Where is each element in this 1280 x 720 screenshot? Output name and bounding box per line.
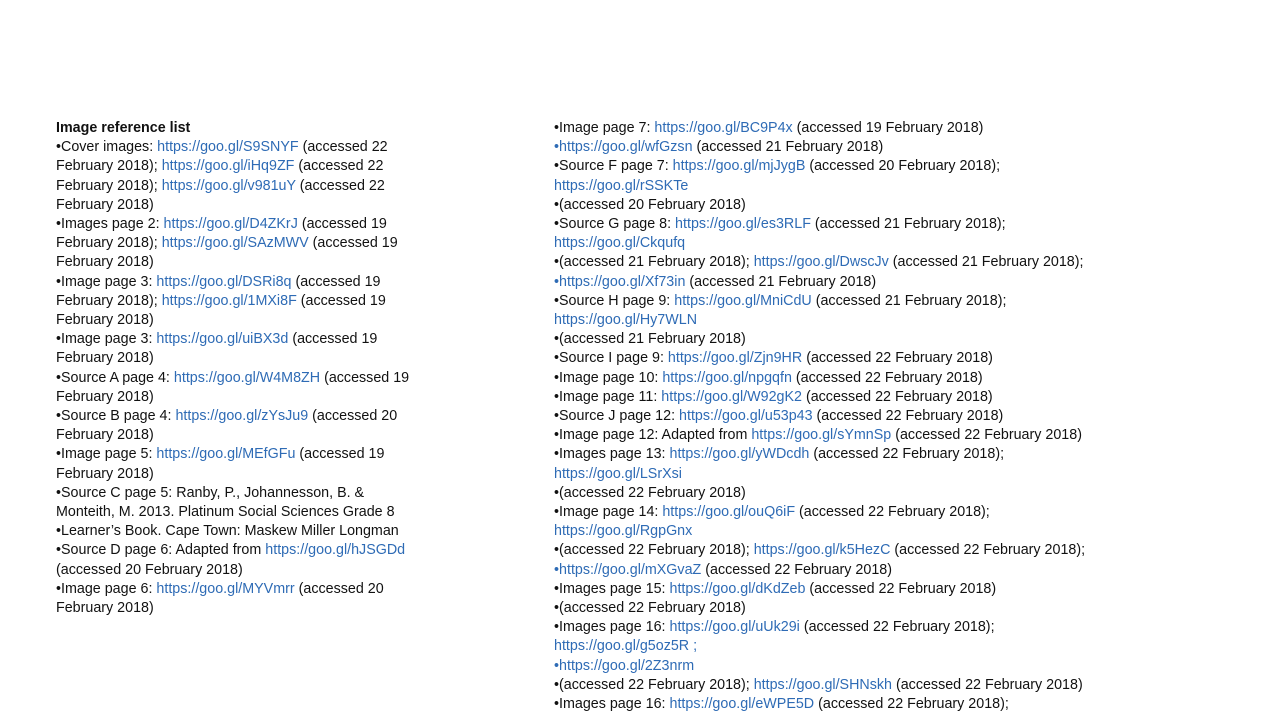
reference-text: (accessed 22 February 2018); [799, 619, 995, 636]
reference-text: February 2018) [56, 254, 154, 271]
reference-text: •Source B page 4: [56, 408, 176, 425]
reference-text: (accessed 20 [294, 580, 384, 597]
reference-line [554, 465, 1174, 484]
reference-text: •Image page 3: [56, 273, 157, 290]
reference-text: •Image page 11: [554, 388, 662, 405]
reference-link[interactable]: https://goo.gl/v981uY [161, 177, 296, 194]
reference-line [56, 599, 466, 618]
reference-text: February 2018) [56, 196, 154, 213]
reference-line [554, 349, 1174, 368]
reference-link[interactable]: https://goo.gl/ouQ6iF [662, 504, 796, 521]
reference-line [554, 119, 1174, 138]
reference-link[interactable]: https://goo.gl/yWDcdh [669, 446, 810, 463]
right-reference-lines [554, 119, 1174, 714]
right-column [554, 119, 1174, 714]
left-reference-lines [56, 138, 466, 618]
reference-text: •Source D page 6: Adapted from [56, 542, 266, 559]
left-column [56, 119, 466, 618]
reference-text: •Image page 14: [554, 504, 663, 521]
reference-text: February 2018) [56, 427, 154, 444]
reference-text: •Images page 2: [56, 216, 164, 233]
reference-text: February 2018); [56, 235, 162, 252]
reference-link[interactable]: https://goo.gl/W4M8ZH [173, 369, 321, 386]
reference-text: •Source H page 9: [554, 292, 675, 309]
reference-line [56, 157, 466, 176]
reference-line [554, 330, 1174, 349]
reference-link[interactable]: https://goo.gl/uUk29i [669, 619, 800, 636]
reference-line [56, 503, 466, 522]
reference-text: •Image page 7: [554, 120, 655, 136]
reference-text: (accessed 20 February 2018); [805, 158, 1001, 175]
reference-link[interactable]: https://goo.gl/Ckqufq [554, 235, 686, 252]
reference-text: February 2018) [56, 312, 154, 329]
reference-line [554, 541, 1174, 560]
reference-link[interactable]: https://goo.gl/MYVmrr [156, 580, 295, 597]
reference-link[interactable]: https://goo.gl/D4ZKrJ [163, 216, 298, 233]
reference-text: (accessed 21 February 2018) [685, 273, 877, 290]
reference-line [554, 253, 1174, 272]
reference-line [554, 273, 1174, 292]
reference-line [56, 465, 466, 484]
reference-text: (accessed 20 [308, 408, 398, 425]
reference-line [56, 234, 466, 253]
reference-text: (accessed 22 [294, 158, 384, 175]
reference-line [56, 177, 466, 196]
reference-line [554, 369, 1174, 388]
reference-line [554, 311, 1174, 330]
reference-link[interactable]: https://goo.gl/rSSKTe [554, 177, 689, 194]
reference-line [554, 522, 1174, 541]
reference-link[interactable]: https://goo.gl/1MXi8F [161, 292, 297, 309]
reference-text: (accessed 22 February 2018) [812, 408, 1004, 425]
reference-text: •(accessed 20 February 2018) [554, 196, 746, 213]
reference-link[interactable]: https://goo.gl/Zjn9HR [667, 350, 803, 367]
reference-text: •Source I page 9: [554, 350, 668, 367]
reference-line [56, 388, 466, 407]
reference-link[interactable]: https://goo.gl/u53p43 [679, 408, 813, 425]
reference-text: •(accessed 22 February 2018); [554, 542, 754, 559]
reference-text: •Images page 13: [554, 446, 670, 463]
reference-link[interactable]: https://goo.gl/zYsJu9 [175, 408, 309, 425]
reference-link[interactable]: https://goo.gl/BC9P4x [654, 120, 793, 136]
reference-text: (accessed 22 February 2018) [891, 676, 1083, 693]
reference-link[interactable]: https://goo.gl/hJSGDd [265, 542, 406, 559]
reference-link[interactable]: https://goo.gl/wfGzsn [559, 139, 693, 156]
reference-text: •Cover images: [56, 139, 158, 156]
reference-link[interactable]: https://goo.gl/S9SNYF [157, 139, 299, 156]
reference-text: •Source F page 7: [554, 158, 673, 175]
reference-link[interactable]: https://goo.gl/MniCdU [674, 292, 812, 309]
reference-line [554, 196, 1174, 215]
reference-link[interactable]: https://goo.gl/sYmnSp [751, 427, 892, 444]
reference-text: February 2018) [56, 350, 154, 367]
reference-line [554, 599, 1174, 618]
reference-link[interactable]: https://goo.gl/mXGvaZ [559, 561, 702, 578]
reference-line [554, 177, 1174, 196]
reference-line [56, 580, 466, 599]
reference-link[interactable]: https://goo.gl/Xf73in [559, 273, 686, 290]
reference-text: Monteith, M. 2013. Platinum Social Sciences Grade 8 [56, 504, 395, 521]
reference-line [56, 349, 466, 368]
reference-line [554, 388, 1174, 407]
reference-text: (accessed 19 [288, 331, 378, 348]
reference-line [56, 561, 466, 580]
reference-line [56, 253, 466, 272]
reference-text: (accessed 22 February 2018) [891, 427, 1082, 444]
reference-text: ; [689, 638, 698, 655]
reference-text: February 2018); [56, 177, 162, 194]
reference-line [554, 234, 1174, 253]
reference-text: February 2018); [56, 158, 162, 175]
reference-line [56, 522, 466, 541]
reference-text: (accessed 22 February 2018); [795, 504, 990, 521]
reference-text: February 2018) [56, 465, 154, 482]
reference-line [554, 618, 1174, 637]
reference-text: (accessed 22 February 2018); [890, 542, 1086, 559]
reference-line [554, 138, 1174, 157]
reference-link[interactable]: https://goo.gl/es3RLF [675, 216, 811, 233]
reference-line [56, 215, 466, 234]
reference-line [554, 580, 1174, 599]
reference-text: • [554, 561, 560, 578]
reference-line [56, 426, 466, 445]
reference-line [554, 292, 1174, 311]
reference-text: •Image page 10: [554, 369, 663, 386]
reference-list-title: Image reference list [56, 120, 191, 136]
reference-link[interactable]: https://goo.gl/uiBX3d [156, 331, 289, 348]
reference-link[interactable]: https://goo.gl/MEfGFu [156, 446, 296, 463]
reference-link[interactable]: https://goo.gl/2Z3nrm [559, 657, 695, 674]
reference-text: •(accessed 21 February 2018) [554, 331, 746, 348]
reference-text: •Images page 16: [554, 696, 670, 713]
reference-link[interactable]: https://goo.gl/iHq9ZF [161, 158, 295, 175]
reference-line [56, 369, 466, 388]
reference-line [56, 484, 466, 503]
reference-line [554, 561, 1174, 580]
reference-line [56, 196, 466, 215]
reference-link[interactable]: https://goo.gl/DSRi8q [156, 273, 292, 290]
reference-text: •Source A page 4: [56, 369, 174, 386]
reference-link[interactable]: https://goo.gl/eWPE5D [669, 696, 815, 713]
reference-text: (accessed 19 [291, 273, 381, 290]
reference-line [554, 484, 1174, 503]
reference-text: (accessed 22 February 2018) [801, 388, 993, 405]
reference-text: (accessed 22 [298, 139, 388, 156]
reference-line [56, 541, 466, 560]
reference-link[interactable]: https://goo.gl/npgqfn [662, 369, 792, 386]
reference-text: (accessed 20 February 2018) [56, 561, 243, 578]
reference-text: (accessed 21 February 2018); [810, 216, 1006, 233]
reference-line [56, 407, 466, 426]
reference-text: (accessed 22 [295, 177, 385, 194]
reference-text: •Image page 3: [56, 331, 157, 348]
reference-line [56, 273, 466, 292]
reference-line [554, 445, 1174, 464]
reference-text: (accessed 22 February 2018) [802, 350, 993, 367]
reference-line [56, 311, 466, 330]
reference-line [554, 215, 1174, 234]
reference-text: (accessed 21 February 2018); [888, 254, 1084, 271]
reference-link[interactable]: https://goo.gl/Hy7WLN [554, 312, 698, 329]
reference-text: •Source C page 5: Ranby, P., Johannesson, B. & [56, 484, 365, 501]
reference-line [56, 138, 466, 157]
reference-link[interactable]: https://goo.gl/SAzMWV [161, 235, 309, 252]
reference-line [56, 292, 466, 311]
reference-link[interactable]: https://goo.gl/SHNskh [753, 676, 892, 693]
reference-text: •(accessed 21 February 2018); [554, 254, 754, 271]
reference-text: (accessed 19 [295, 446, 385, 463]
reference-link[interactable]: https://goo.gl/g5oz5R [554, 638, 690, 655]
reference-text: • [554, 273, 560, 290]
reference-link[interactable]: https://goo.gl/W92gK2 [661, 388, 802, 405]
reference-link[interactable]: https://goo.gl/k5HezC [753, 542, 891, 559]
reference-text: •Images page 15: [554, 580, 670, 597]
reference-text: (accessed 22 February 2018) [805, 580, 997, 597]
reference-text: • [554, 657, 560, 674]
reference-link[interactable]: https://goo.gl/LSrXsi [554, 465, 682, 482]
reference-text: •Images page 16: [554, 619, 670, 636]
reference-line [554, 695, 1174, 714]
reference-line [554, 407, 1174, 426]
reference-text: (accessed 22 February 2018); [814, 696, 1009, 713]
reference-text: (accessed 22 February 2018) [791, 369, 983, 386]
reference-link[interactable]: https://goo.gl/DwscJv [753, 254, 889, 271]
reference-text: (accessed 19 [297, 216, 387, 233]
reference-text: February 2018) [56, 388, 154, 405]
reference-text: (accessed 22 February 2018) [701, 561, 892, 578]
reference-line [56, 330, 466, 349]
reference-line [554, 157, 1174, 176]
reference-text: •Image page 5: [56, 446, 157, 463]
reference-text: (accessed 21 February 2018) [692, 139, 884, 156]
reference-text: (accessed 19 February 2018) [792, 120, 984, 136]
reference-text: •Image page 12: Adapted from [554, 427, 752, 444]
reference-text: •Source J page 12: [554, 408, 680, 425]
reference-text: (accessed 22 February 2018); [809, 446, 1005, 463]
reference-text: February 2018); [56, 292, 162, 309]
reference-text: •Source G page 8: [554, 216, 676, 233]
reference-text: (accessed 19 [320, 369, 410, 386]
reference-line [554, 657, 1174, 676]
reference-text: (accessed 21 February 2018); [811, 292, 1007, 309]
reference-line [56, 445, 466, 464]
reference-text: •(accessed 22 February 2018) [554, 484, 746, 501]
reference-line [554, 426, 1174, 445]
reference-text: •(accessed 22 February 2018); [554, 676, 754, 693]
reference-link[interactable]: https://goo.gl/mjJygB [672, 158, 806, 175]
reference-text: February 2018) [56, 600, 154, 617]
reference-text: •(accessed 22 February 2018) [554, 600, 746, 617]
reference-text: •Learner’s Book. Cape Town: Maskew Miller Longman [56, 523, 399, 540]
reference-text: (accessed 19 [308, 235, 398, 252]
reference-link[interactable]: https://goo.gl/dKdZeb [669, 580, 806, 597]
reference-line [554, 503, 1174, 522]
reference-text: •Image page 6: [56, 580, 157, 597]
reference-line [554, 637, 1174, 656]
reference-text: • [554, 139, 560, 156]
reference-line [554, 676, 1174, 695]
reference-link[interactable]: https://goo.gl/RgpGnx [554, 523, 693, 540]
reference-text: (accessed 19 [296, 292, 386, 309]
